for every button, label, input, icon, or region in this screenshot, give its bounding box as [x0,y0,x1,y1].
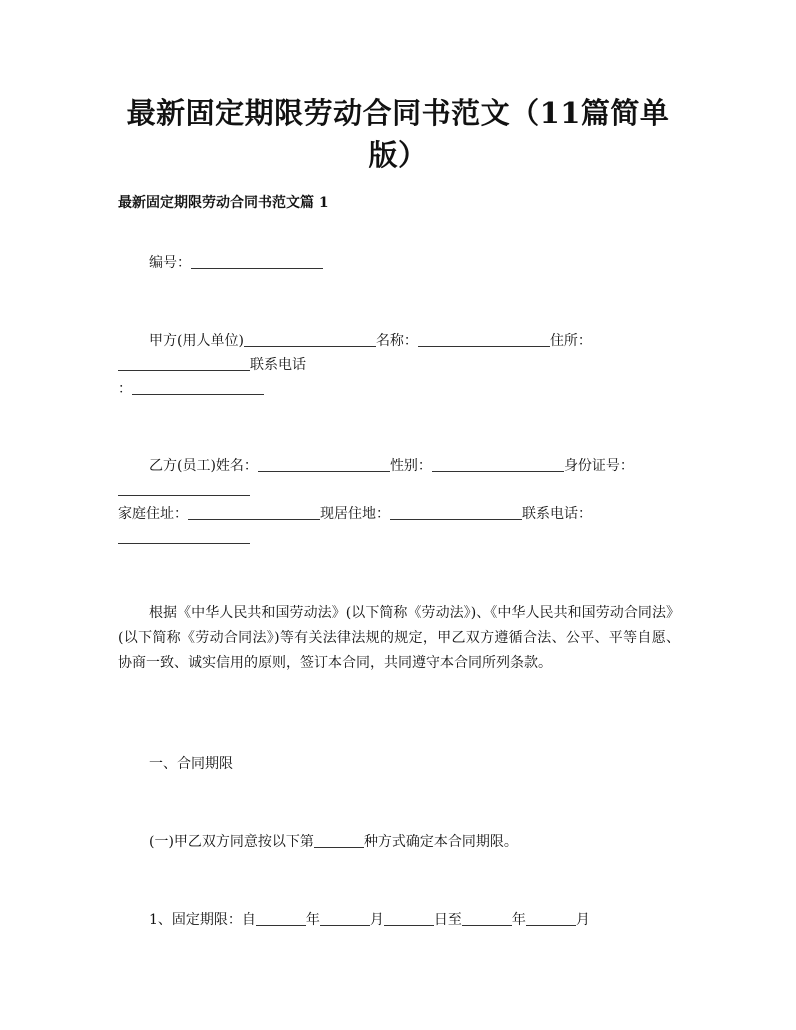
party-a-name-blank [418,331,550,347]
party-a-label: 甲方(用人单位) [149,333,244,349]
party-b-label: 乙方(员工)姓名： [149,458,258,474]
party-a-name-label: 名称： [375,333,418,349]
party-b-phone-label: 联系电话： [522,506,592,522]
party-a-phone-blank [132,379,264,395]
end-year-label: 年 [511,912,526,928]
end-month-label: 月 [575,912,590,928]
party-b-line-3 [118,502,680,526]
party-b-line-1 [118,454,680,478]
start-day-blank [384,910,434,926]
party-a-line-2 [118,353,680,377]
section-heading: 最新固定期限劳动合同书范文篇 1 [118,195,329,211]
start-year-blank [256,910,306,926]
party-b-home-blank [188,504,320,520]
party-b-gender-label: 性别： [389,458,432,474]
number-label: 编号： [149,255,191,271]
clause-1-line [118,830,680,854]
party-b-line-2 [118,478,680,502]
party-a-line-1 [118,329,680,353]
title-line-2: 版） [368,138,428,172]
clause-1-suffix: 种方式确定本合同期限。 [363,834,518,850]
party-b-current-blank [390,504,522,520]
party-a-phone-label: 联系电话 [250,357,306,373]
contract-number-line [118,251,680,275]
party-a-address-blank [118,355,250,371]
end-year-blank [462,910,512,926]
month-label: 月 [369,912,384,928]
party-b-id-label: 身份证号： [563,458,634,474]
clause-1-blank [314,832,364,848]
party-b-name-blank [258,456,390,472]
party-a-address-label: 住所： [549,333,592,349]
fixed-term-line [118,908,680,932]
party-b-gender-blank [432,456,564,472]
title-line-1: 最新固定期限劳动合同书范文（11篇简单 [126,96,670,130]
end-month-blank [526,910,576,926]
party-b-line-4 [118,526,680,550]
party-b-id-blank [118,480,250,496]
party-a-phone-colon: ： [118,381,132,397]
fixed-term-label: 1、固定期限：自 [149,912,256,928]
day-to-label: 日至 [433,912,462,928]
party-b-phone-blank [118,528,250,544]
party-b-home-label: 家庭住址： [118,506,188,522]
year-label: 年 [305,912,320,928]
document-title [118,92,678,176]
party-a-line-3 [118,377,680,401]
section-1-heading: 一、合同期限 [149,756,233,772]
start-month-blank [320,910,370,926]
party-a-blank [244,331,376,347]
number-blank [191,253,323,269]
preamble-paragraph: 根据《中华人民共和国劳动法》(以下简称《劳动法》)、《中华人民共和国劳动合同法》(以下简称《劳动合同法》)等有关法律法规的规定，甲乙双方遵循合法、公平、平等自愿、协商一致、诚实信用的原则，签订本合同，共同遵守本合同所列条款。 [118,605,680,671]
clause-1-prefix: (一)甲乙双方同意按以下第 [149,834,314,850]
party-b-current-label: 现居住地： [320,506,390,522]
